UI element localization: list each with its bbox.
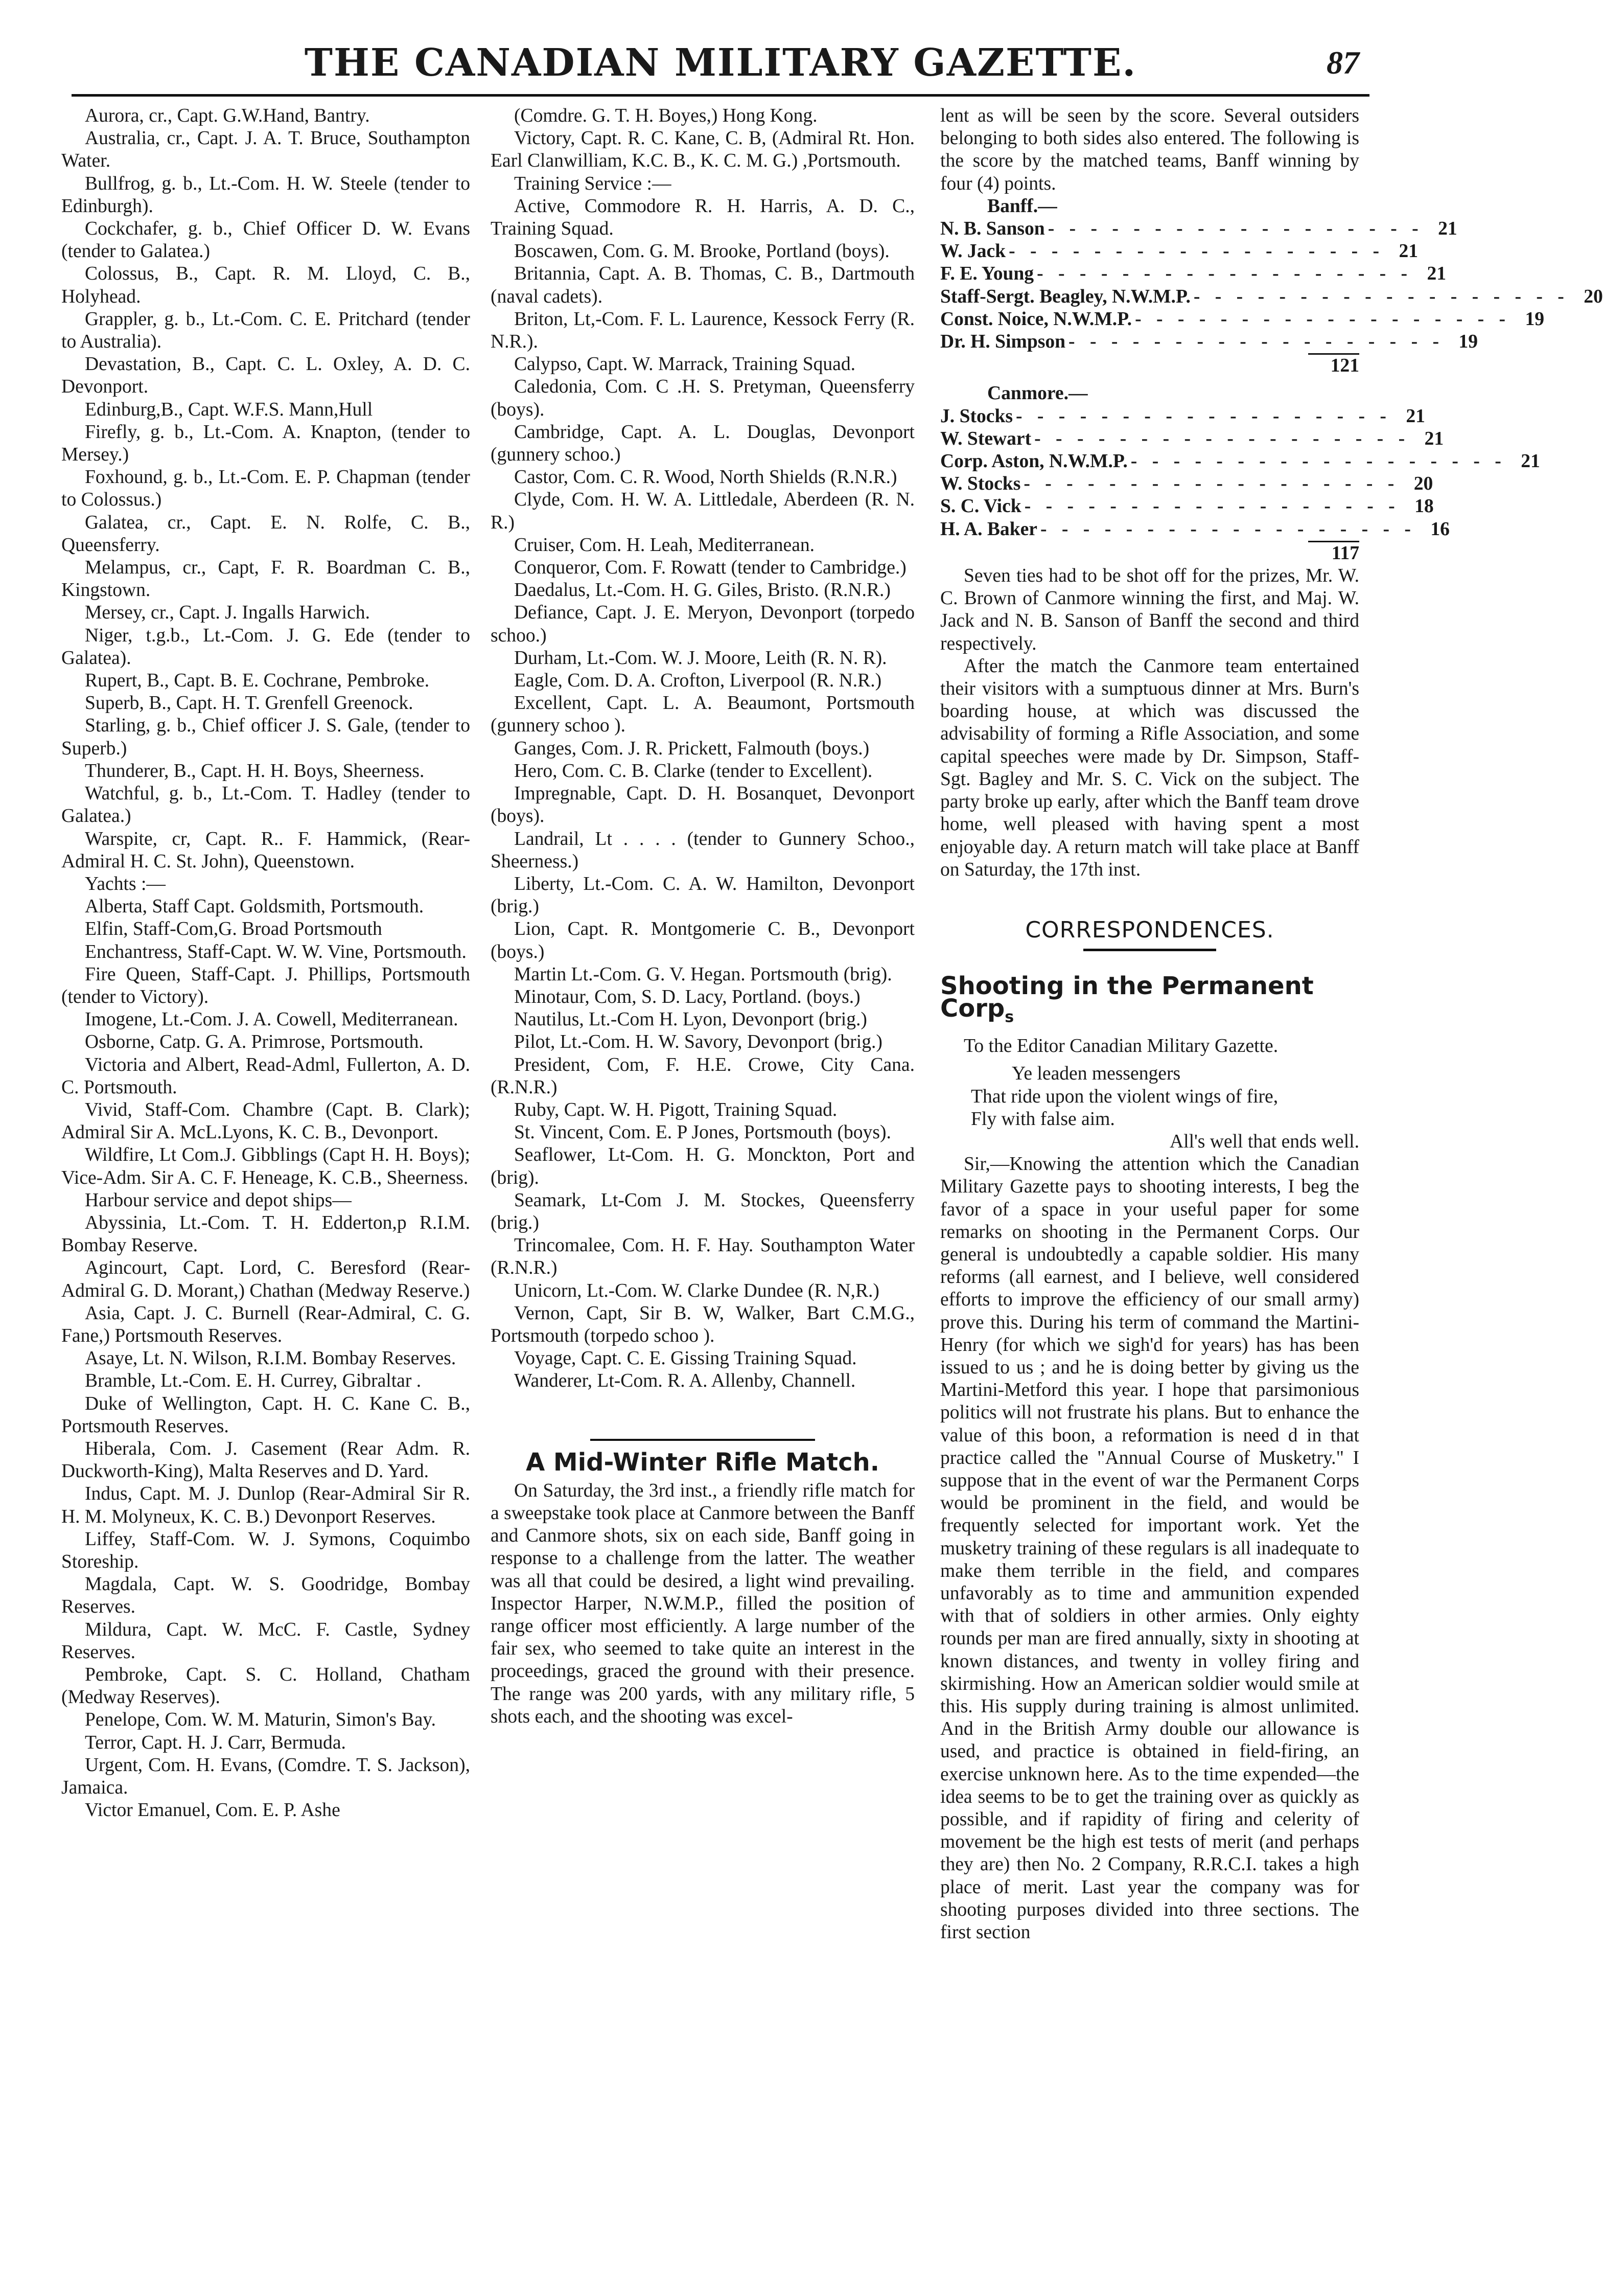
list-entry: Aurora, cr., Capt. G.W.Hand, Bantry. [85, 105, 370, 126]
shooter-score: 16 [1430, 518, 1450, 540]
epigraph-poem [940, 1063, 1359, 1153]
shooter-score: 21 [1521, 451, 1540, 472]
leader-dots: - - - - - - - - - - - - - - - - - - [1048, 218, 1424, 240]
list-entry: Firefly, g. b., Lt.-Com. A. Knapton, (tender to Mersey.) [61, 421, 470, 466]
shooter-name: Corp. Aston, N.W.M.P. [940, 451, 1128, 472]
leader-dots: - - - - - - - - - - - - - - - - - - [1040, 518, 1416, 540]
list-entry: Seaflower, Lt-Com. H. G. Monckton, Port and (brig). [491, 1144, 915, 1188]
list-entry: Melampus, cr., Capt, F. R. Boardman C. B., Kingstown. [61, 557, 470, 601]
list-entry: Wildfire, Lt Com.J. Gibblings (Capt H. H. Boys); Vice-Adm. Sir A. C. F. Heneage, K. C.B., Sheerness. [61, 1144, 470, 1188]
list-entry: Starling, g. b., Chief officer J. S. Gale, (tender to Superb.) [61, 715, 470, 759]
list-entry: Grappler, g. b., Lt.-Com. C. E. Pritchard (tender to Australia). [61, 308, 470, 353]
list-entry: Niger, t.g.b., Lt.-Com. J. G. Ede (tender to Galatea). [61, 625, 470, 669]
list-entry: Vivid, Staff-Com. Chambre (Capt. B. Clark); Admiral Sir A. McL.Lyons, K. C. B., Devonport. [61, 1099, 470, 1143]
list-entry: Superb, B., Capt. H. T. Grenfell Greenock. [85, 693, 413, 714]
list-entry: Seamark, Lt-Com J. M. Stockes, Queensferry (brig.) [491, 1189, 915, 1233]
list-entry: Hiberala, Com. J. Casement (Rear Adm. R. Duckworth-King), Malta Reserves and D. Yard. [61, 1438, 470, 1482]
shooter-name: W. Jack [940, 241, 1006, 262]
list-entry: Caledonia, Com. C .H. S. Pretyman, Queensferry (boys). [491, 376, 915, 420]
list-entry: Australia, cr., Capt. J. A. T. Bruce, Southampton Water. [61, 128, 470, 172]
shooter-score: 21 [1438, 218, 1457, 240]
score-row [940, 518, 1450, 541]
column-3 [940, 105, 1603, 1944]
list-entry: Yachts :— [85, 873, 166, 894]
list-entry: Nautilus, Lt.-Com H. Lyon, Devonport (brig.) [514, 1009, 867, 1030]
list-entry: Abyssinia, Lt.-Com. T. H. Edderton,p R.I.M. Bombay Reserve. [61, 1212, 470, 1256]
list-entry: Cruiser, Com. H. Leah, Mediterranean. [514, 534, 815, 556]
list-entry: Eagle, Com. D. A. Crofton, Liverpool (R. N.R.) [514, 670, 882, 692]
poem-attribution: All's well that ends well. [1169, 1131, 1359, 1152]
shooter-score: 20 [1413, 473, 1433, 495]
list-entry: Urgent, Com. H. Evans, (Comdre. T. S. Jackson), Jamaica. [61, 1754, 470, 1799]
rifle-match-title: A Mid-Winter Rifle Match. [526, 1448, 879, 1477]
shooter-name: Const. Noice, N.W.M.P. [940, 308, 1132, 330]
list-entry: Watchful, g. b., Lt.-Com. T. Hadley (tender to Galatea.) [61, 783, 470, 827]
shooter-name: Dr. H. Simpson [940, 331, 1066, 353]
list-entry: Voyage, Capt. C. E. Gissing Training Squad. [514, 1348, 857, 1369]
list-entry: Pilot, Lt.-Com. H. W. Savory, Devonport (brig.) [514, 1031, 882, 1053]
leader-dots: - - - - - - - - - - - - - - - - - - [1024, 496, 1400, 517]
leader-dots: - - - - - - - - - - - - - - - - - - [1130, 451, 1506, 472]
score-row [940, 495, 1434, 518]
list-entry: Minotaur, Com, S. D. Lacy, Portland. (boys.) [514, 986, 861, 1007]
article-separator [590, 1439, 815, 1441]
shooter-score: 19 [1458, 331, 1478, 353]
shooter-score: 21 [1424, 428, 1444, 449]
list-entry: Pembroke, Capt. S. C. Holland, Chatham (Medway Reserves). [61, 1664, 470, 1708]
shooter-name: H. A. Baker [940, 518, 1037, 540]
column-1-navy-list [61, 105, 470, 1822]
leader-dots: - - - - - - - - - - - - - - - - - - [1034, 428, 1410, 449]
letter-body: Sir,—Knowing the attention which the Canadian Military Gazette pays to shooting interests, I beg the favor of a space in your useful paper for some remarks on shooting in the Permanent Corps. Our general is undoubtedly a capable soldier. His many reforms (all earnest, and I believe, well considered efforts to improve the efficiency of our small army) prove this. During his term of command the Martini-Henry (for which we sigh'd for years) has has been issued to us ; and he is doing better by giving us the Martini-Metford this year. I hope that parsimonious politics will not frustrate his plans. But to enhance the value of this boon, a reformation is need d in that practice called the "Annual Course of Musketry." I suppose that in the event of war the Permanent Corps would be prominent in the field, and would be frequently selected for important work. Yet the musketry training of these regulars is all inadequate to make them terrible in the field, and compares unfavorably as to time and ammunition expended with that of soldiers in other armies. Only eighty rounds per man are fired annually, sixty in shooting at known distances, and twenty in volley firing and skirmishing. How an American soldier would smile at this. His supply during training is almost unlimited. And in the British Army double our allowance is used, and practice is obtained in field-firing, an exercise unknown here. As to the time expended—the idea seems to be to get the training over as quickly as possible, and if rapidity of firing and celerity of movement be the high est tests of merit (and perhaps they are) then No. 2 Company, R.R.C.I. takes a high place of merit. Last year the company was for shooting purposes divided into three sections. The first section [940, 1154, 1359, 1943]
editor-address: To the Editor Canadian Military Gazette. [964, 1036, 1279, 1057]
training-service-list [491, 105, 915, 1393]
shooter-name: W. Stocks [940, 473, 1021, 495]
score-row [940, 240, 1419, 263]
canmore-total-row [940, 541, 1359, 565]
score-row [940, 263, 1447, 285]
score-row [940, 405, 1425, 428]
list-entry: Magdala, Capt. W. S. Goodridge, Bombay Reserves. [61, 1574, 470, 1618]
masthead-rule [72, 94, 1369, 97]
score-row [940, 450, 1540, 473]
list-entry: Bramble, Lt.-Com. E. H. Currey, Gibraltar . [85, 1370, 422, 1392]
list-entry: Harbour service and depot ships— [85, 1189, 352, 1211]
shooter-score: 21 [1427, 263, 1447, 285]
list-entry: Alberta, Staff Capt. Goldsmith, Portsmouth. [85, 896, 424, 917]
ties-paragraph: Seven ties had to be shot off for the prizes, Mr. W. C. Brown of Canmore winning the first, and Maj. W. Jack and N. B. Sanson of Banff the second and third respectively. [940, 565, 1359, 654]
shooter-score: 20 [1584, 286, 1603, 307]
shooter-score: 18 [1414, 496, 1434, 517]
list-entry: Conqueror, Com. F. Rowatt (tender to Cambridge.) [514, 557, 907, 579]
list-entry: Liberty, Lt.-Com. C. A. W. Hamilton, Devonport (brig.) [491, 873, 915, 917]
list-entry: Durham, Lt.-Com. W. J. Moore, Leith (R. N. R). [514, 647, 887, 669]
leader-dots: - - - - - - - - - - - - - - - - - - [1135, 308, 1511, 330]
shooter-score: 19 [1525, 308, 1545, 330]
list-entry: Terror, Capt. H. J. Carr, Bermuda. [85, 1732, 346, 1753]
list-entry: Mildura, Capt. W. McC. F. Castle, Sydney Reserves. [61, 1619, 470, 1663]
list-entry: Clyde, Com. H. W. A. Littledale, Aberdeen (R. N. R.) [491, 489, 915, 533]
list-entry: Asia, Capt. J. C. Burnell (Rear-Admiral, C. G. Fane,) Portsmouth Reserves. [61, 1302, 470, 1346]
leader-dots: - - - - - - - - - - - - - - - - - - [1037, 263, 1413, 285]
list-entry: Bullfrog, g. b., Lt.-Com. H. W. Steele (tender to Edinburgh). [61, 173, 470, 217]
list-entry: Excellent, Capt. L. A. Beaumont, Portsmouth (gunnery schoo ). [491, 693, 915, 737]
list-entry: Lion, Capt. R. Montgomerie C. B., Devonport (boys.) [491, 919, 915, 962]
rifle-match-text: On Saturday, the 3rd inst., a friendly rifle match for a sweepstake took place at Canmore between the Banff and Canmore shots, six on each side, Banff going in response to a challenge from the latter. The weather was all that could be desired, a light wind prevailing. Inspector Harper, N.W.M.P., filled the position of range officer most efficiently. A large number of the fair sex, who seemed to take quite an interest in the proceedings, graced the ground with their presence. The range was 200 yards, with any military rifle, 5 shots each, and the shooting was excel- [491, 1480, 915, 1727]
shooter-name: J. Stocks [940, 405, 1013, 427]
list-entry: Devastation, B., Capt. C. L. Oxley, A. D. C. Devonport. [61, 354, 470, 398]
list-entry: Osborne, Catp. G. A. Primrose, Portsmouth. [85, 1031, 424, 1053]
shooting-article-title-sub: s [1005, 1008, 1014, 1026]
list-entry: Elfin, Staff-Com,G. Broad Portsmouth [85, 919, 382, 940]
banff-team-label: Banff.— [987, 195, 1057, 217]
list-entry: Edinburg,B., Capt. W.F.S. Mann,Hull [85, 399, 373, 420]
shooter-name: N. B. Sanson [940, 218, 1045, 240]
list-entry: Britannia, Capt. A. B. Thomas, C. B., Dartmouth (naval cadets). [491, 263, 915, 307]
list-entry: Defiance, Capt. J. E. Meryon, Devonport (torpedo schoo.) [491, 602, 915, 646]
score-row [940, 331, 1478, 353]
banff-total: 121 [1308, 353, 1359, 377]
shooter-score: 21 [1406, 405, 1425, 427]
leader-dots: - - - - - - - - - - - - - - - - - - [1009, 241, 1385, 262]
newspaper-title: THE CANADIAN MILITARY GAZETTE. [304, 41, 1137, 85]
correspondences-rule [1083, 949, 1216, 951]
list-entry: Wanderer, Lt-Com. R. A. Allenby, Channell. [514, 1370, 856, 1392]
score-row [940, 428, 1444, 450]
rifle-match-continued: lent as will be seen by the score. Several outsiders belonging to both sides also entered. The following is the score by the matched teams, Banff winning by four (4) points. [940, 105, 1359, 194]
list-entry: St. Vincent, Com. E. P Jones, Portsmouth (boys). [514, 1122, 891, 1143]
poem-line: Ye leaden messengers [1012, 1063, 1181, 1085]
poem-line: Fly with false aim. [971, 1108, 1115, 1130]
shooter-name: S. C. Vick [940, 496, 1021, 517]
list-entry: Castor, Com. C. R. Wood, North Shields (R.N.R.) [514, 467, 897, 488]
column-2 [491, 105, 915, 1728]
leader-dots: - - - - - - - - - - - - - - - - - - [1068, 331, 1444, 353]
list-entry: Foxhound, g. b., Lt.-Com. E. P. Chapman (tender to Colossus.) [61, 467, 470, 511]
masthead [72, 41, 1369, 97]
poem-line: That ride upon the violent wings of fire, [971, 1086, 1279, 1107]
canmore-total: 117 [1308, 541, 1359, 565]
list-entry: Daedalus, Lt.-Com. H. G. Giles, Bristo. (R.N.R.) [514, 580, 891, 601]
list-entry: Mersey, cr., Capt. J. Ingalls Harwich. [85, 602, 370, 624]
leader-dots: - - - - - - - - - - - - - - - - - - [1193, 286, 1569, 307]
canmore-team-label: Canmore.— [987, 383, 1088, 404]
list-entry: Hero, Com. C. B. Clarke (tender to Excellent). [514, 760, 873, 782]
list-entry: Vernon, Capt, Sir B. W, Walker, Bart C.M.G., Portsmouth (torpedo schoo ). [491, 1302, 915, 1346]
score-row [940, 286, 1603, 308]
banff-score-table [940, 218, 1603, 353]
page-number: 87 [1327, 44, 1359, 81]
list-entry: Victor Emanuel, Com. E. P. Ashe [85, 1800, 340, 1821]
score-row [940, 218, 1457, 240]
list-entry: Enchantress, Staff-Capt. W. W. Vine, Portsmouth. [85, 941, 467, 962]
list-entry: Cockchafer, g. b., Chief Officer D. W. Evans (tender to Galatea.) [61, 218, 470, 262]
list-entry: Cambridge, Capt. A. L. Douglas, Devonport (gunnery schoo.) [491, 421, 915, 466]
shooter-name: W. Stewart [940, 428, 1032, 449]
canmore-score-table [940, 405, 1540, 541]
list-entry: Briton, Lt,-Com. F. L. Laurence, Kessock Ferry (R. N.R.). [491, 308, 915, 353]
shooting-article-title [940, 972, 1359, 1029]
list-entry: Fire Queen, Staff-Capt. J. Phillips, Portsmouth (tender to Victory). [61, 963, 470, 1007]
leader-dots: - - - - - - - - - - - - - - - - - - [1015, 405, 1391, 427]
list-entry: Active, Commodore R. H. Harris, A. D. C., Training Squad. [491, 195, 915, 240]
list-entry: Ganges, Com. J. R. Prickett, Falmouth (boys.) [514, 738, 870, 759]
list-entry: Victory, Capt. R. C. Kane, C. B, (Admiral Rt. Hon. Earl Clanwilliam, K.C. B., K. C. M. G.) ,Portsmouth. [491, 128, 915, 172]
list-entry: Thunderer, B., Capt. H. H. Boys, Sheerness. [85, 760, 425, 782]
list-entry: President, Com, F. H.E. Crowe, City Cana. (R.N.R.) [491, 1054, 915, 1098]
list-entry: Martin Lt.-Com. G. V. Hegan. Portsmouth (brig). [514, 963, 892, 985]
leader-dots: - - - - - - - - - - - - - - - - - - [1024, 473, 1400, 495]
shooter-score: 21 [1399, 241, 1419, 262]
list-entry: Colossus, B., Capt. R. M. Lloyd, C. B., Holyhead. [61, 263, 470, 307]
banff-total-row [940, 353, 1359, 377]
list-entry: Liffey, Staff-Com. W. J. Symons, Coquimbo Storeship. [61, 1528, 470, 1572]
score-row [940, 473, 1433, 495]
dinner-paragraph: After the match the Canmore team entertained their visitors with a sumptuous dinner at Mrs. Burn's boarding house, at which was discussed the advisability of forming a Rifle Association, and some capital speeches were made by Dr. Simpson, Staff-Sgt. Bagley and Mr. S. C. Vick on the subject. The party broke up early, after which the Banff team drove home, well pleased with having spent a most enjoyable day. A return match will take place at Banff on Saturday, the 17th inst. [940, 655, 1359, 880]
list-entry: Warspite, cr, Capt. R.. F. Hammick, (Rear-Admiral H. C. St. John), Queenstown. [61, 828, 470, 872]
list-entry: (Comdre. G. T. H. Boyes,) Hong Kong. [514, 105, 818, 126]
list-entry: Ruby, Capt. W. H. Pigott, Training Squad. [514, 1099, 838, 1120]
list-entry: Unicorn, Lt.-Com. W. Clarke Dundee (R. N,R.) [514, 1280, 879, 1301]
list-entry: Victoria and Albert, Read-Adml, Fullerton, A. D. C. Portsmouth. [61, 1054, 470, 1098]
list-entry: Landrail, Lt . . . . (tender to Gunnery Schoo., Sheerness.) [491, 828, 915, 872]
shooter-name: Staff-Sergt. Beagley, N.W.M.P. [940, 286, 1191, 307]
list-entry: Imogene, Lt.-Com. J. A. Cowell, Mediterranean. [85, 1009, 458, 1030]
list-entry: Boscawen, Com. G. M. Brooke, Portland (boys). [514, 241, 890, 262]
list-entry: Penelope, Com. W. M. Maturin, Simon's Bay. [85, 1709, 436, 1731]
list-entry: Duke of Wellington, Capt. H. C. Kane C. B., Portsmouth Reserves. [61, 1393, 470, 1437]
shooter-name: F. E. Young [940, 263, 1034, 285]
score-row [940, 308, 1545, 331]
list-entry: Impregnable, Capt. D. H. Bosanquet, Devonport (boys). [491, 783, 915, 827]
list-entry: Training Service :— [514, 173, 671, 194]
list-entry: Galatea, cr., Capt. E. N. Rolfe, C. B., Queensferry. [61, 512, 470, 556]
shooting-article-title-text: Shooting in the Permanent Corp [940, 972, 1314, 1023]
correspondences-heading: CORRESPONDENCES. [1025, 916, 1274, 943]
list-entry: Calypso, Capt. W. Marrack, Training Squad. [514, 354, 856, 375]
list-entry: Asaye, Lt. N. Wilson, R.I.M. Bombay Reserves. [85, 1348, 456, 1369]
list-entry: Agincourt, Capt. Lord, C. Beresford (Rear-Admiral G. D. Morant,) Chathan (Medway Reserve.) [61, 1257, 470, 1301]
list-entry: Trincomalee, Com. H. F. Hay. Southampton Water (R.N.R.) [491, 1235, 915, 1279]
list-entry: Rupert, B., Capt. B. E. Cochrane, Pembroke. [85, 670, 430, 692]
list-entry: Indus, Capt. M. J. Dunlop (Rear-Admiral Sir R. H. M. Molyneux, K. C. B.) Devonport Reserves. [61, 1483, 470, 1527]
